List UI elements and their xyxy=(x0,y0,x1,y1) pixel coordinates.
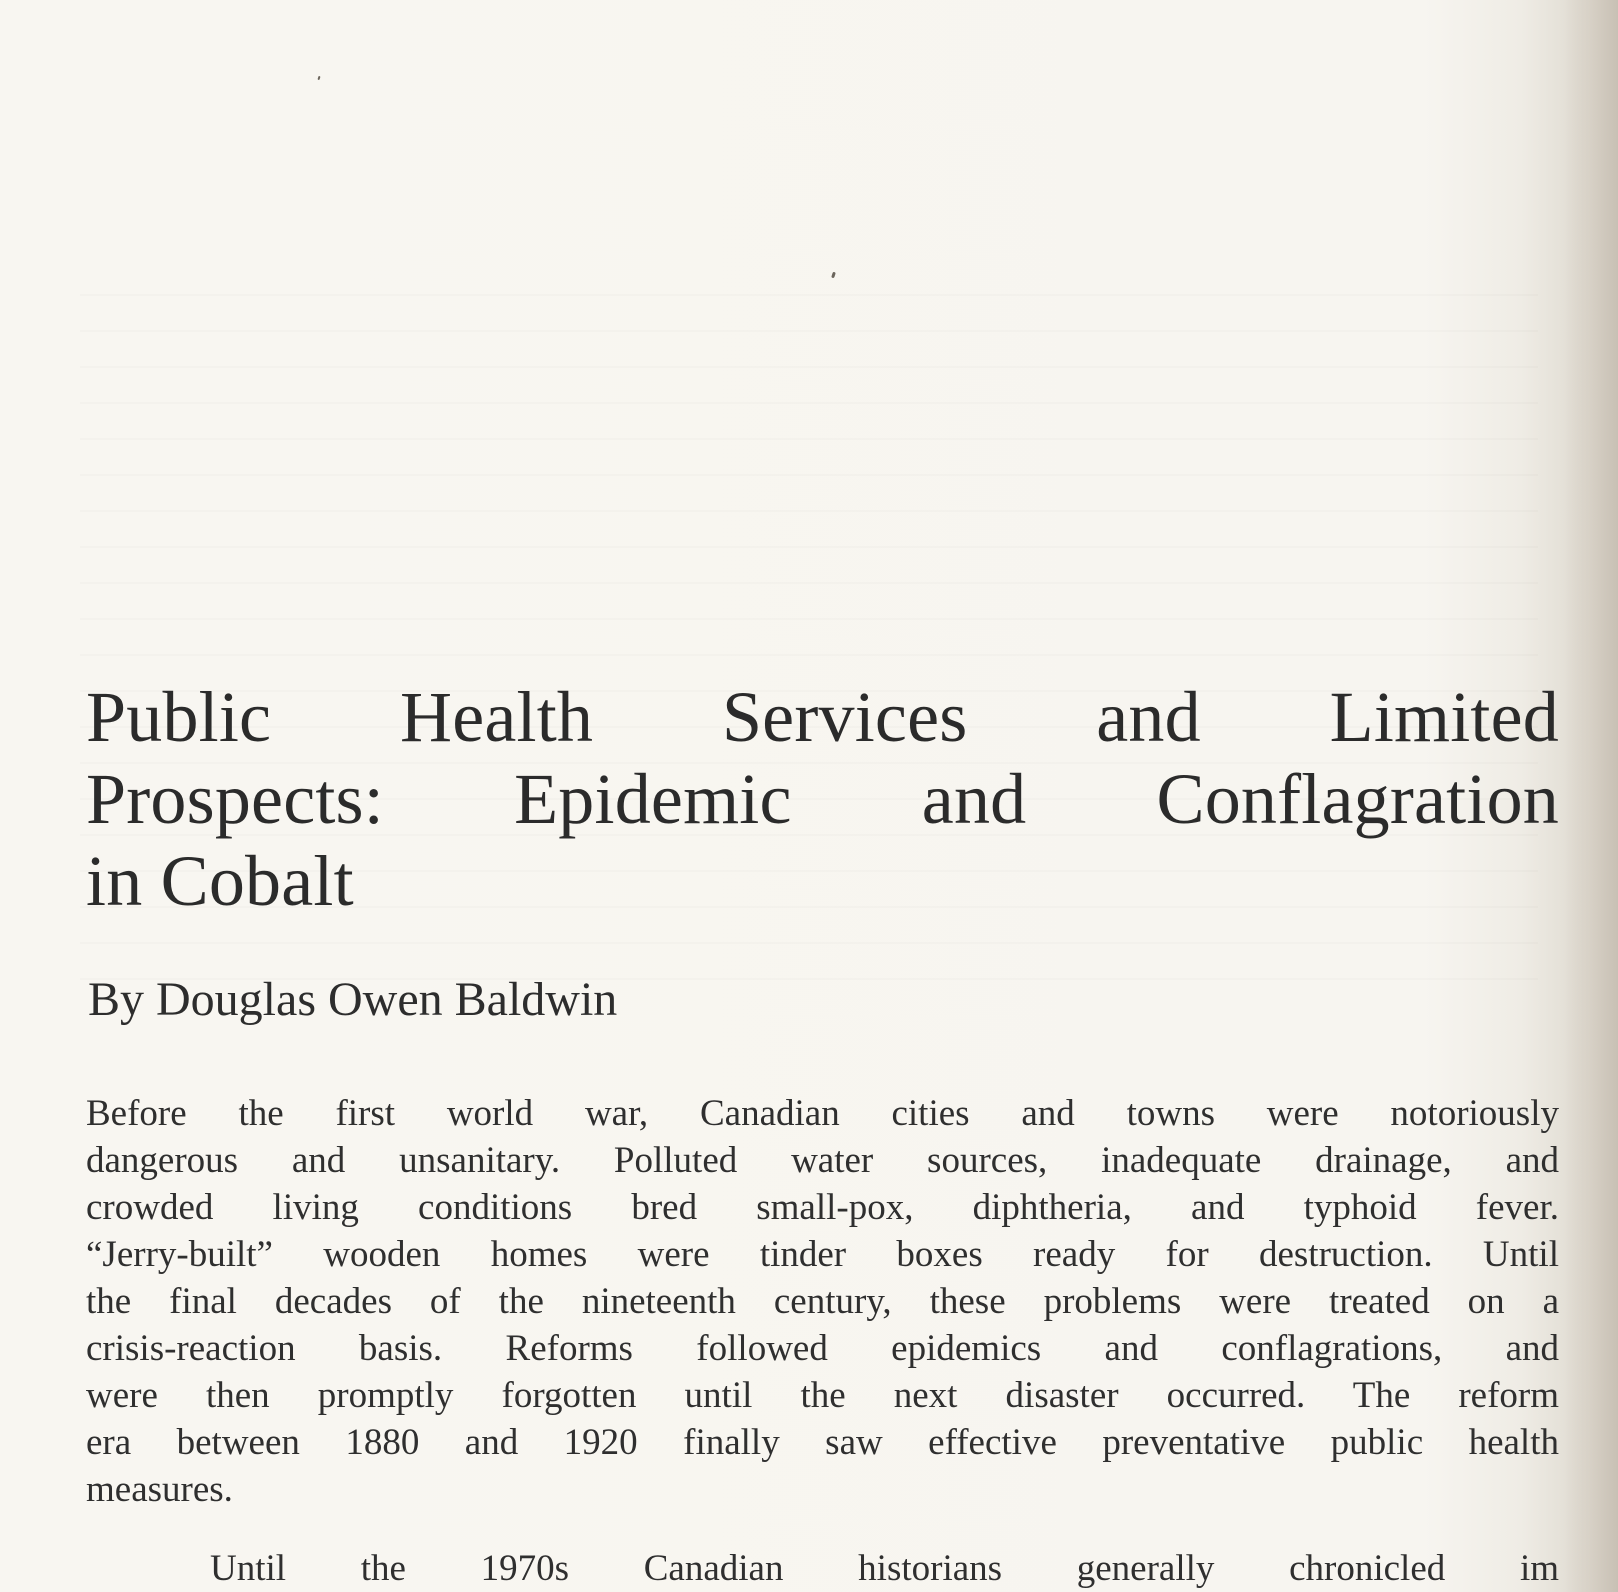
paragraph-line: were then promptly forgotten until the next disaster occurred. The reform xyxy=(86,1375,1559,1416)
author-byline: By Douglas Owen Baldwin xyxy=(88,973,618,1026)
paragraph-line: measures. xyxy=(86,1469,233,1510)
title-line: Prospects: Epidemic and Conflagration xyxy=(86,759,1559,839)
paragraph-line: the final decades of the nineteenth century, these problems were treated on a xyxy=(86,1281,1559,1322)
title-line: in Cobalt xyxy=(86,841,354,921)
paragraph-line: Before the first world war, Canadian cities and towns were notoriously xyxy=(86,1093,1559,1134)
next-paragraph-line: Until the 1970s Canadian historians generally chronicled im xyxy=(210,1548,1559,1589)
paper-speck xyxy=(317,76,320,80)
paragraph-line: crowded living conditions bred small-pox, diphtheria, and typhoid fever. xyxy=(86,1187,1559,1228)
article-title xyxy=(86,676,1559,922)
paragraph-line: crisis-reaction basis. Reforms followed epidemics and conflagrations, and xyxy=(86,1328,1559,1369)
title-line: Public Health Services and Limited xyxy=(86,677,1559,757)
paragraph-line: dangerous and unsanitary. Polluted water sources, inadequate drainage, and xyxy=(86,1140,1559,1181)
next-paragraph-cutoff xyxy=(210,1548,1559,1592)
paragraph-line: “Jerry-built” wooden homes were tinder boxes ready for destruction. Until xyxy=(86,1234,1559,1275)
paragraph-line: era between 1880 and 1920 finally saw effective preventative public health xyxy=(86,1422,1559,1463)
intro-paragraph xyxy=(86,1090,1559,1513)
page-binding-shadow xyxy=(1564,0,1618,1592)
